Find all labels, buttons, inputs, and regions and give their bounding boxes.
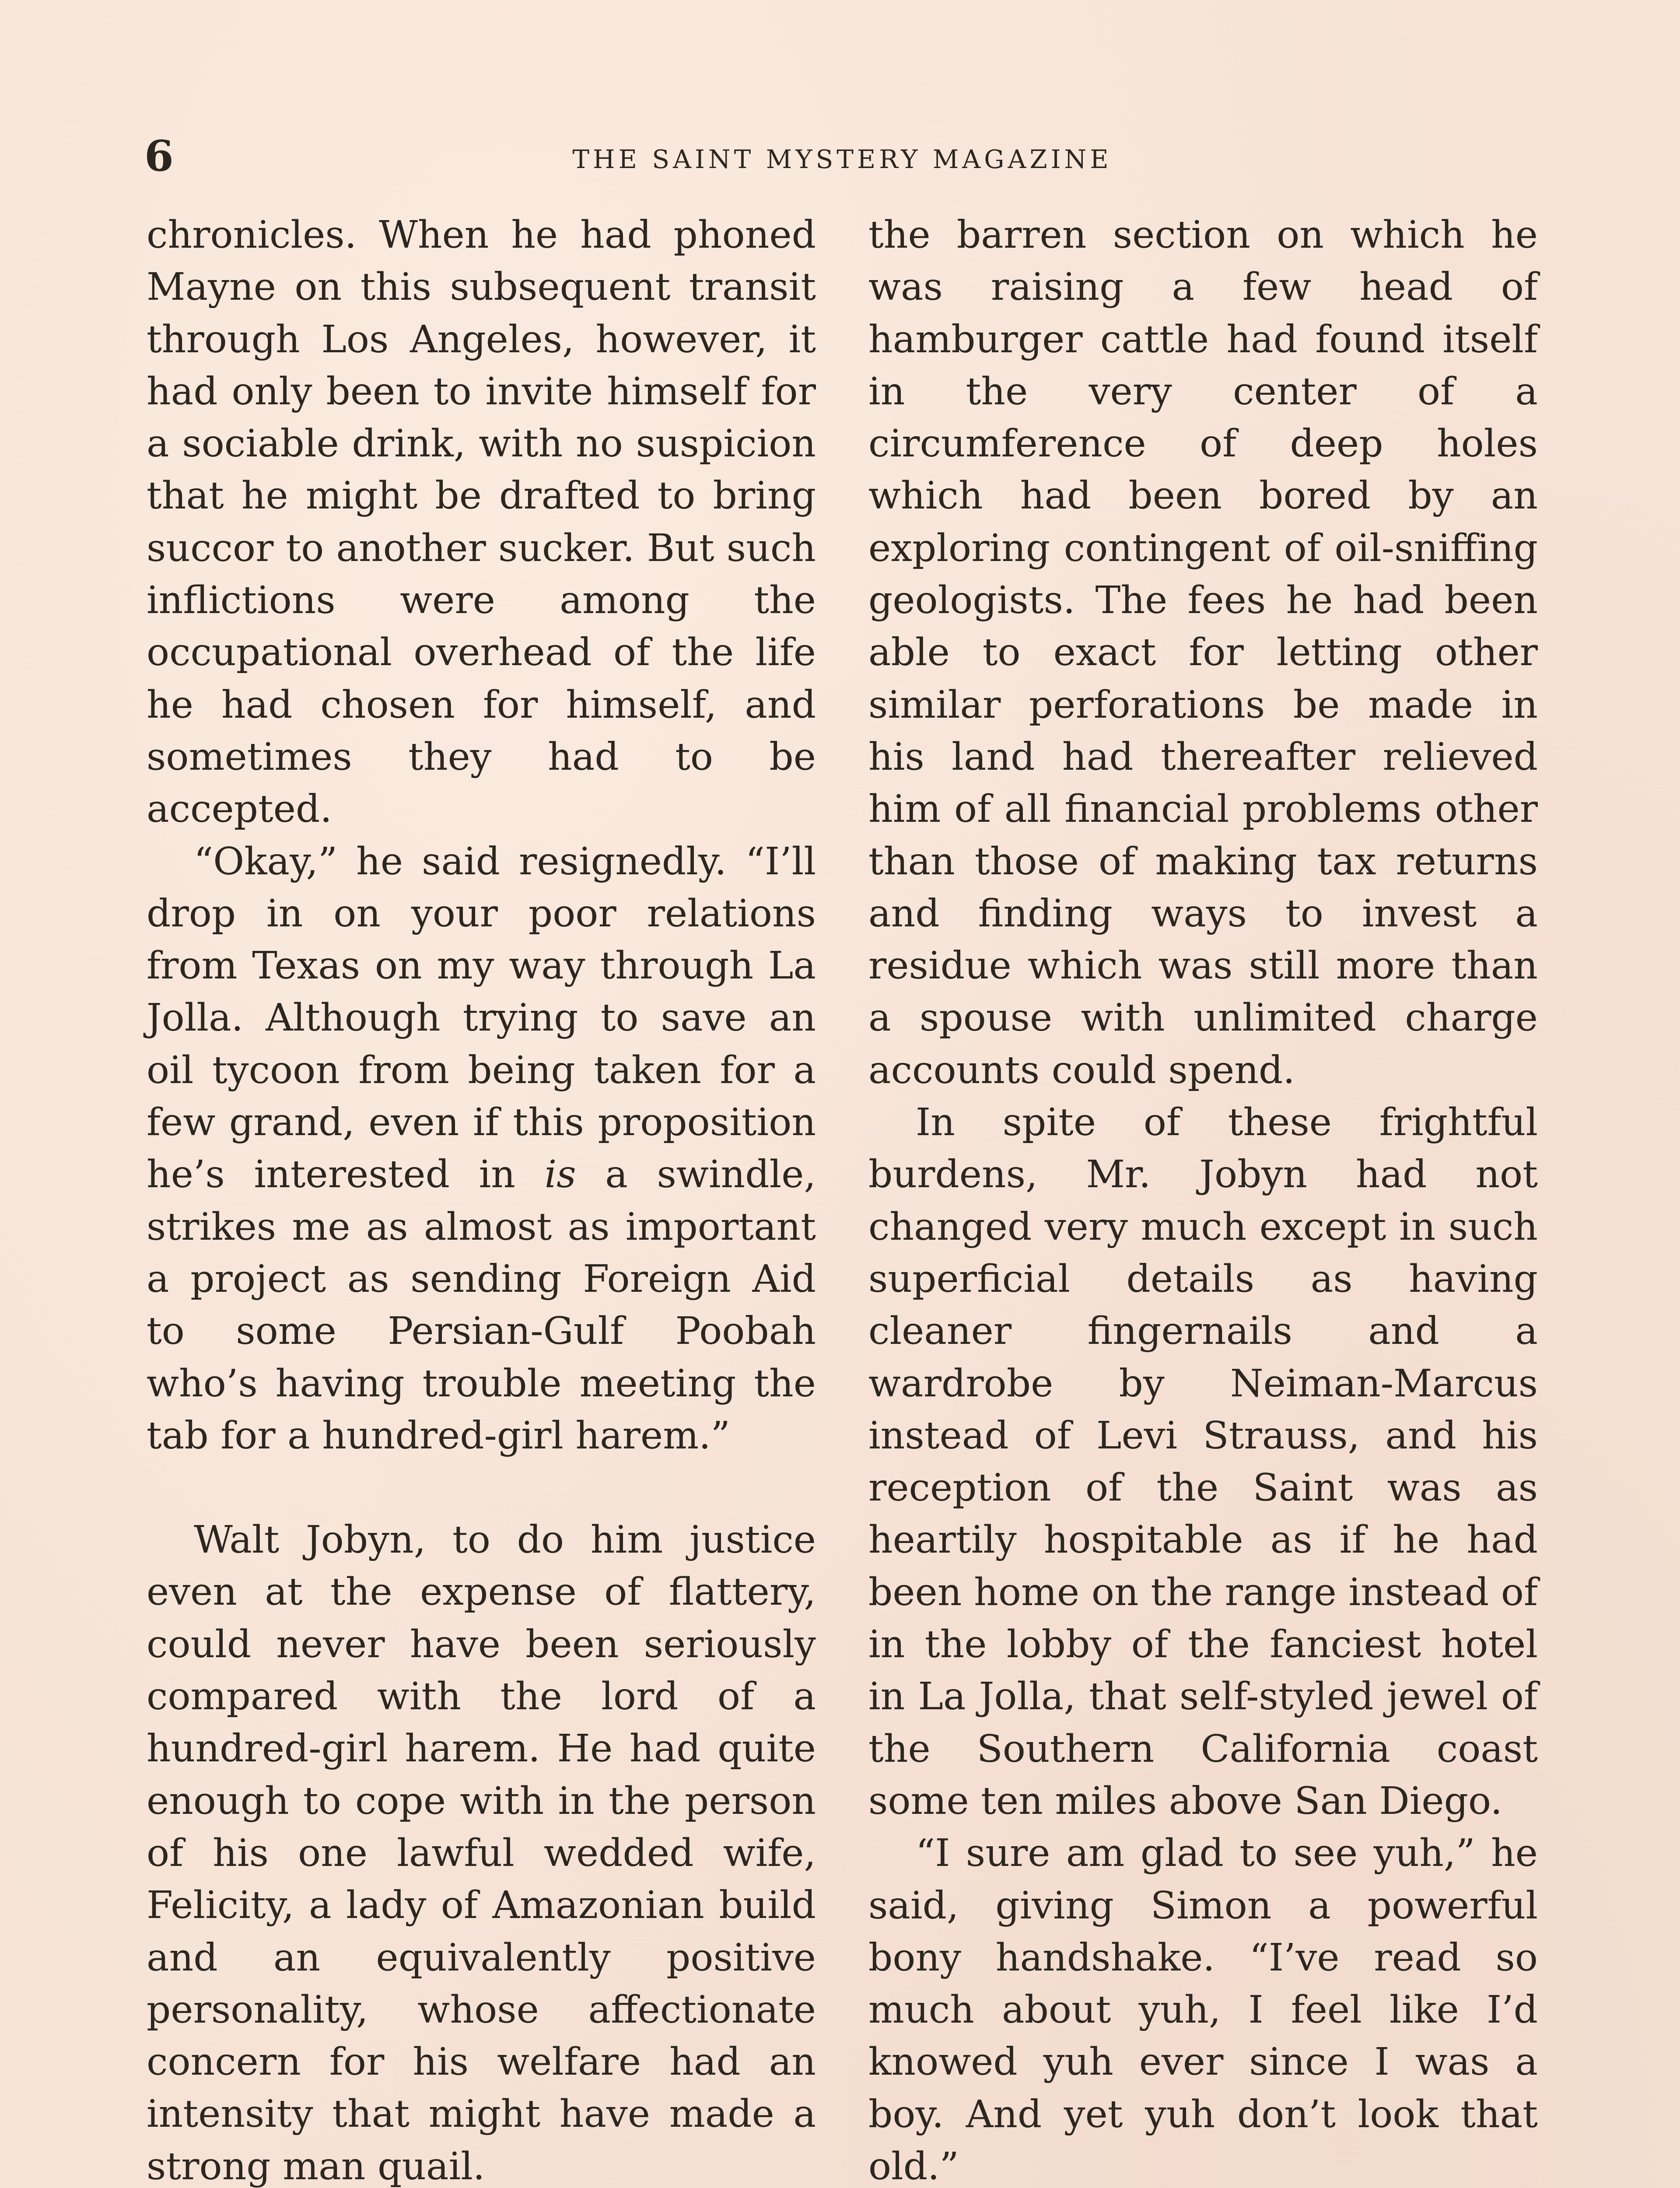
running-head: THE SAINT MYSTERY MAGAZINE	[572, 144, 1112, 174]
paragraph: “I sure am glad to see yuh,” he said, giving Simon a powerful bony handshake. “I’ve read so much about yuh, I feel like I’d knowed yuh ever since I was a boy. And yet yuh don’t look that old.”	[868, 1831, 1538, 2188]
emphasis-text: is	[544, 1153, 576, 1197]
paragraph-text: “Okay,” he said resignedly. “I’ll drop in on your poor relations from Texas on my way through La Jolla. Although trying to save an oil tycoon from being taken for a few grand, even if this proposition he’s interested in	[147, 839, 816, 1197]
left-column	[147, 209, 816, 2188]
paragraph: chronicles. When he had phoned Mayne on this subsequent transit through Los Angeles, however, it had only been to invite himself for a sociable drink, with no suspicion that he might be drafted to bring succor to another sucker. But such inflictions were among the occupational overhead of the life he had chosen for himself, and sometimes they had to be accepted.	[147, 213, 816, 831]
page-header	[144, 131, 1540, 184]
paragraph: Walt Jobyn, to do him justice even at the expense of flattery, could never have been seriously compared with the lord of a hundred-girl harem. He had quite enough to cope with in the person of his one lawful wedded wife, Felicity, a lady of Amazonian build and an equivalently positive personality, whose affectionate concern for his welfare had an intensity that might have made a strong man quail.	[147, 1518, 816, 2188]
paragraph	[147, 836, 816, 1462]
paragraph: In spite of these frightful burdens, Mr. Jobyn had not changed very much except in such superficial details as having cleaner fingernails and a wardrobe by Neiman-Marcus instead of Levi Strauss, and his reception of the Saint was as heartily hospitable as if he had been home on the range instead of in the lobby of the fanciest hotel in La Jolla, that self-styled jewel of the Southern California coast some ten miles above San Diego.	[868, 1101, 1538, 1823]
paragraph-text: a swindle, strikes me as almost as important a project as sending Foreign Aid to some Persian-Gulf Poobah who’s having trouble meeting the tab for a hundred-girl harem.”	[147, 1153, 816, 1458]
right-column	[868, 209, 1538, 2188]
paragraph: the barren section on which he was raising a few head of hamburger cattle had found itself in the very center of a circumference of deep holes which had been bored by an exploring contingent of oil-sniffing geologists. The fees he had been able to exact for letting other similar perforations be made in his land had thereafter relieved him of all financial problems other than those of making tax returns and finding ways to invest a residue which was still more than a spouse with unlimited charge accounts could spend.	[868, 213, 1538, 1092]
page-number: 6	[144, 131, 174, 181]
